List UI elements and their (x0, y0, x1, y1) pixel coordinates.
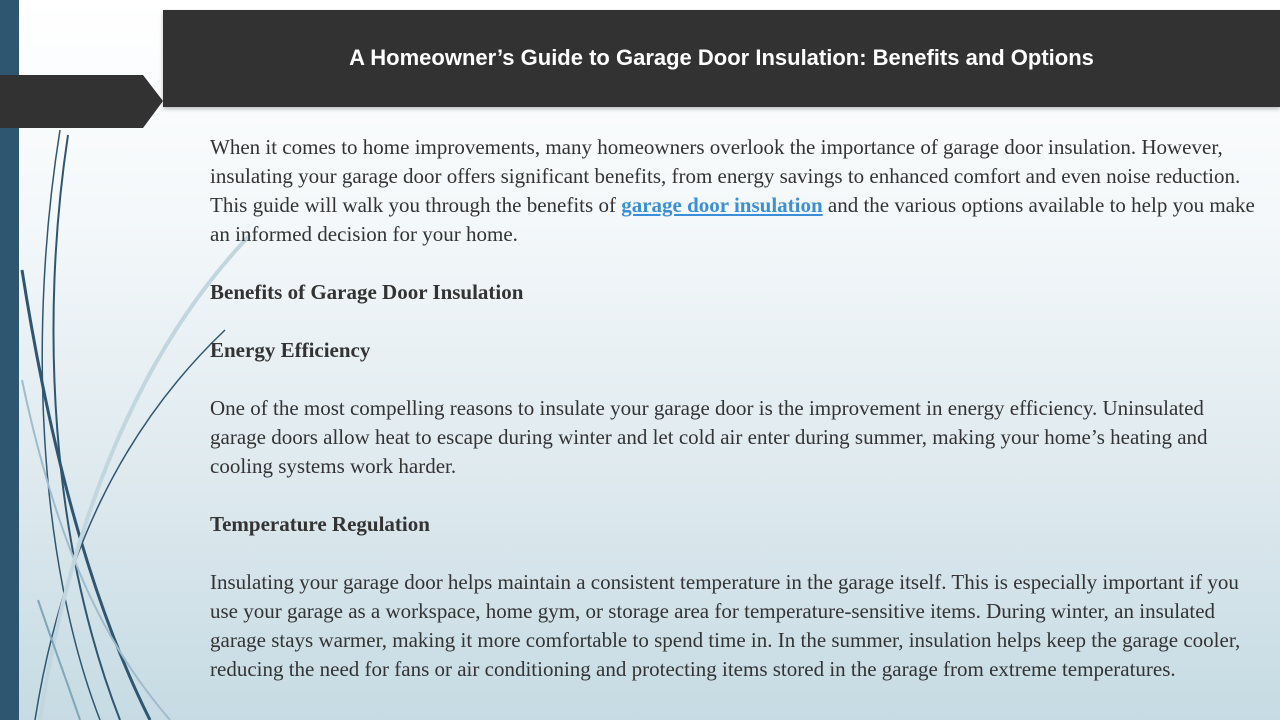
slide-title: A Homeowner’s Guide to Garage Door Insulation: Benefits and Options (349, 44, 1094, 70)
intro-text-before-link: When it comes to home improvements, many homeowners overlook the importance of garage door insulation. However, insulating your garage door offers significant benefits, from energy savings to enhanced comfort and even noise reduction. This guide will walk you through the benefits of (210, 135, 1241, 217)
slide-content (210, 133, 1260, 684)
subheading-temperature-regulation: Temperature Regulation (210, 512, 430, 536)
section-heading-benefits: Benefits of Garage Door Insulation (210, 280, 524, 304)
garage-door-insulation-link[interactable]: garage door insulation (621, 193, 823, 217)
subheading-energy-efficiency: Energy Efficiency (210, 338, 371, 362)
title-banner (163, 10, 1280, 107)
intro-paragraph (210, 133, 1260, 249)
intro-text-after-link: and the various options available to help you make an informed decision for your home. (210, 193, 1255, 246)
title-tab-arrow (0, 75, 163, 128)
energy-efficiency-paragraph: One of the most compelling reasons to insulate your garage door is the improvement in energy efficiency. Uninsulated garage doors allow heat to escape during winter and let cold air enter during summer, making your home’s heating and cooling systems work harder. (210, 396, 1208, 478)
temperature-regulation-paragraph: Insulating your garage door helps maintain a consistent temperature in the garage itself. This is especially important if you use your garage as a workspace, home gym, or storage area for temperature-sensitive items. During winter, an insulated garage stays warmer, making it more comfortable to spend time in. In the summer, insulation helps keep the garage cooler, reducing the need for fans or air conditioning and protecting items stored in the garage from extreme temperatures. (210, 570, 1241, 681)
